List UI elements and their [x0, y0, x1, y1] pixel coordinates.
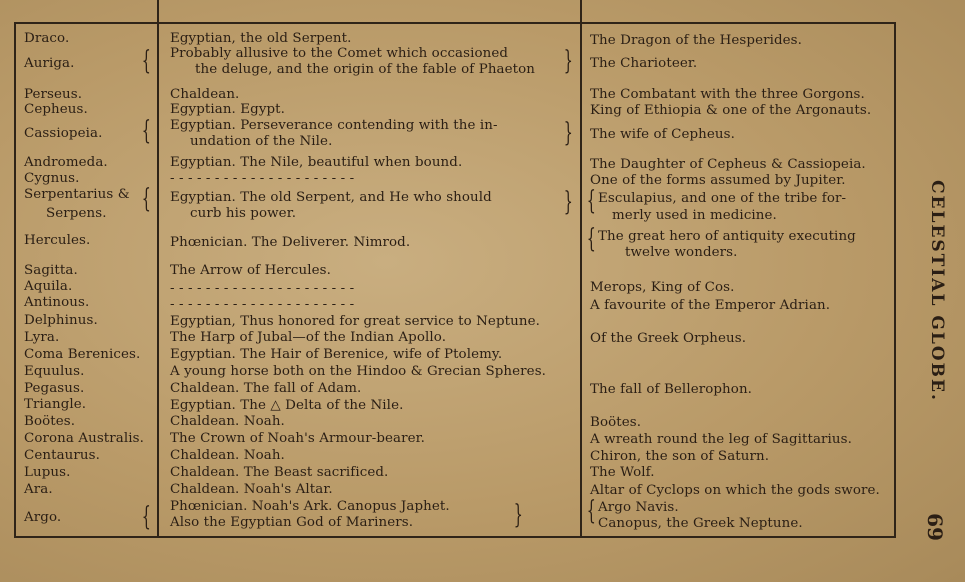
origin-cepheus: Egyptian. Egypt. — [170, 102, 285, 117]
brace-icon: } — [513, 500, 523, 530]
name-auriga: Auriga. — [24, 56, 75, 71]
origin-draco: Egyptian, the old Serpent. — [170, 31, 352, 46]
divider-1 — [157, 0, 159, 538]
origin-andromeda: Egyptian. The Nile, beautiful when bound. — [170, 155, 463, 170]
origin-lupus: Chaldean. The Beast sacrificed. — [170, 465, 389, 480]
side-title — [919, 180, 949, 402]
meaning-cepheus: King of Ethiopia & one of the Argonauts. — [590, 103, 872, 118]
brace-icon: } — [563, 46, 573, 76]
meaning-auriga: The Charioteer. — [590, 56, 698, 71]
brace-icon: { — [586, 496, 596, 526]
brace-icon: } — [563, 187, 573, 217]
meaning-lupus: The Wolf. — [590, 465, 655, 480]
top-rule — [14, 22, 896, 24]
origin-lyra: The Harp of Jubal—of the Indian Apollo. — [170, 330, 447, 345]
origin-auriga-2: the deluge, and the origin of the fable of Phaeton — [195, 62, 536, 77]
name-centaurus: Centaurus. — [24, 448, 100, 463]
meaning-antinous: A favourite of the Emperor Adrian. — [590, 298, 831, 313]
origin-serpentarius-1: Egyptian. The old Serpent, and He who should — [170, 190, 492, 205]
name-bootes: Boötes. — [24, 414, 76, 429]
meaning-lyra: Of the Greek Orpheus. — [590, 331, 747, 346]
origin-ara: Chaldean. Noah's Altar. — [170, 482, 333, 497]
origin-argo-2: Also the Egyptian God of Mariners. — [170, 515, 414, 530]
origin-cassiopeia-1: Egyptian. Perseverance contending with the in- — [170, 118, 498, 133]
name-perseus: Perseus. — [24, 87, 83, 102]
meaning-cygnus: One of the forms assumed by Jupiter. — [590, 173, 846, 188]
origin-cassiopeia-2: undation of the Nile. — [190, 134, 333, 149]
origin-serpentarius-2: curb his power. — [190, 206, 297, 221]
meaning-aquila: Merops, King of Cos. — [590, 280, 735, 295]
brace-icon: { — [141, 184, 151, 214]
origin-aquila: - - - - - - - - - - - - - - - - - - - - - — [170, 281, 355, 296]
name-delphinus: Delphinus. — [24, 313, 98, 328]
name-aquila: Aquila. — [24, 279, 73, 294]
name-lyra: Lyra. — [24, 330, 60, 345]
origin-perseus: Chaldean. — [170, 87, 240, 102]
origin-coma-berenices: Egyptian. The Hair of Berenice, wife of Ptolemy. — [170, 347, 503, 362]
origin-equulus: A young horse both on the Hindoo & Grecian Spheres. — [170, 364, 547, 379]
divider-2 — [580, 0, 582, 538]
meaning-serpentarius-2: merly used in medicine. — [612, 208, 777, 223]
meaning-hercules-1: The great hero of antiquity executing — [598, 229, 856, 244]
origin-hercules: Phœnician. The Deliverer. Nimrod. — [170, 235, 411, 250]
name-sagitta: Sagitta. — [24, 263, 78, 278]
origin-cygnus: - - - - - - - - - - - - - - - - - - - - - — [170, 171, 355, 186]
origin-centaurus: Chaldean. Noah. — [170, 448, 285, 463]
name-pegasus: Pegasus. — [24, 381, 85, 396]
name-cepheus: Cepheus. — [24, 102, 88, 117]
name-cassiopeia: Cassiopeia. — [24, 126, 103, 141]
name-triangle: Triangle. — [24, 397, 87, 412]
origin-pegasus: Chaldean. The fall of Adam. — [170, 381, 362, 396]
name-corona-australis: Corona Australis. — [24, 431, 144, 446]
meaning-corona-australis: A wreath round the leg of Sagittarius. — [590, 432, 852, 447]
meaning-perseus: The Combatant with the three Gorgons. — [590, 87, 865, 102]
name-cygnus: Cygnus. — [24, 171, 80, 186]
name-serpentarius: Serpentarius & — [24, 187, 130, 202]
meaning-andromeda: The Daughter of Cepheus & Cassiopeia. — [590, 157, 866, 172]
name-argo: Argo. — [24, 510, 62, 525]
name-andromeda: Andromeda. — [24, 155, 108, 170]
origin-bootes: Chaldean. Noah. — [170, 414, 285, 429]
origin-antinous: - - - - - - - - - - - - - - - - - - - - - — [170, 297, 355, 312]
brace-icon: { — [141, 116, 151, 146]
meaning-serpentarius-1: Esculapius, and one of the tribe for- — [598, 191, 847, 206]
meaning-cassiopeia: The wife of Cepheus. — [590, 127, 735, 142]
meaning-hercules-2: twelve wonders. — [625, 245, 738, 260]
meaning-draco: The Dragon of the Hesperides. — [590, 33, 803, 48]
name-lupus: Lupus. — [24, 465, 71, 480]
side-title-text: CELESTIAL GLOBE. — [927, 180, 947, 402]
meaning-bootes: Boötes. — [590, 415, 642, 430]
name-coma-berenices: Coma Berenices. — [24, 347, 141, 362]
origin-auriga-1: Probably allusive to the Comet which occasioned — [170, 46, 509, 61]
brace-icon: { — [141, 46, 151, 76]
name-serpens: Serpens. — [46, 206, 107, 221]
meaning-ara: Altar of Cyclops on which the gods swore. — [590, 483, 880, 498]
brace-icon: { — [586, 224, 596, 254]
origin-delphinus: Egyptian, Thus honored for great service to Neptune. — [170, 314, 540, 329]
brace-icon: { — [586, 186, 596, 216]
left-rule — [14, 22, 16, 538]
bottom-rule — [14, 536, 896, 538]
origin-corona-australis: The Crown of Noah's Armour-bearer. — [170, 431, 426, 446]
meaning-argo-1: Argo Navis. — [598, 500, 679, 515]
meaning-pegasus: The fall of Bellerophon. — [590, 382, 753, 397]
page-number: 69 — [923, 513, 948, 541]
name-antinous: Antinous. — [24, 295, 90, 310]
origin-triangle: Egyptian. The △ Delta of the Nile. — [170, 398, 404, 413]
brace-icon: } — [563, 118, 573, 148]
meaning-centaurus: Chiron, the son of Saturn. — [590, 449, 770, 464]
origin-argo-1: Phœnician. Noah's Ark. Canopus Japhet. — [170, 499, 450, 514]
name-draco: Draco. — [24, 31, 70, 46]
meaning-argo-2: Canopus, the Greek Neptune. — [598, 516, 803, 531]
name-ara: Ara. — [24, 482, 53, 497]
origin-sagitta: The Arrow of Hercules. — [170, 263, 331, 278]
name-hercules: Hercules. — [24, 233, 91, 248]
name-equulus: Equulus. — [24, 364, 85, 379]
brace-icon: { — [141, 502, 151, 532]
